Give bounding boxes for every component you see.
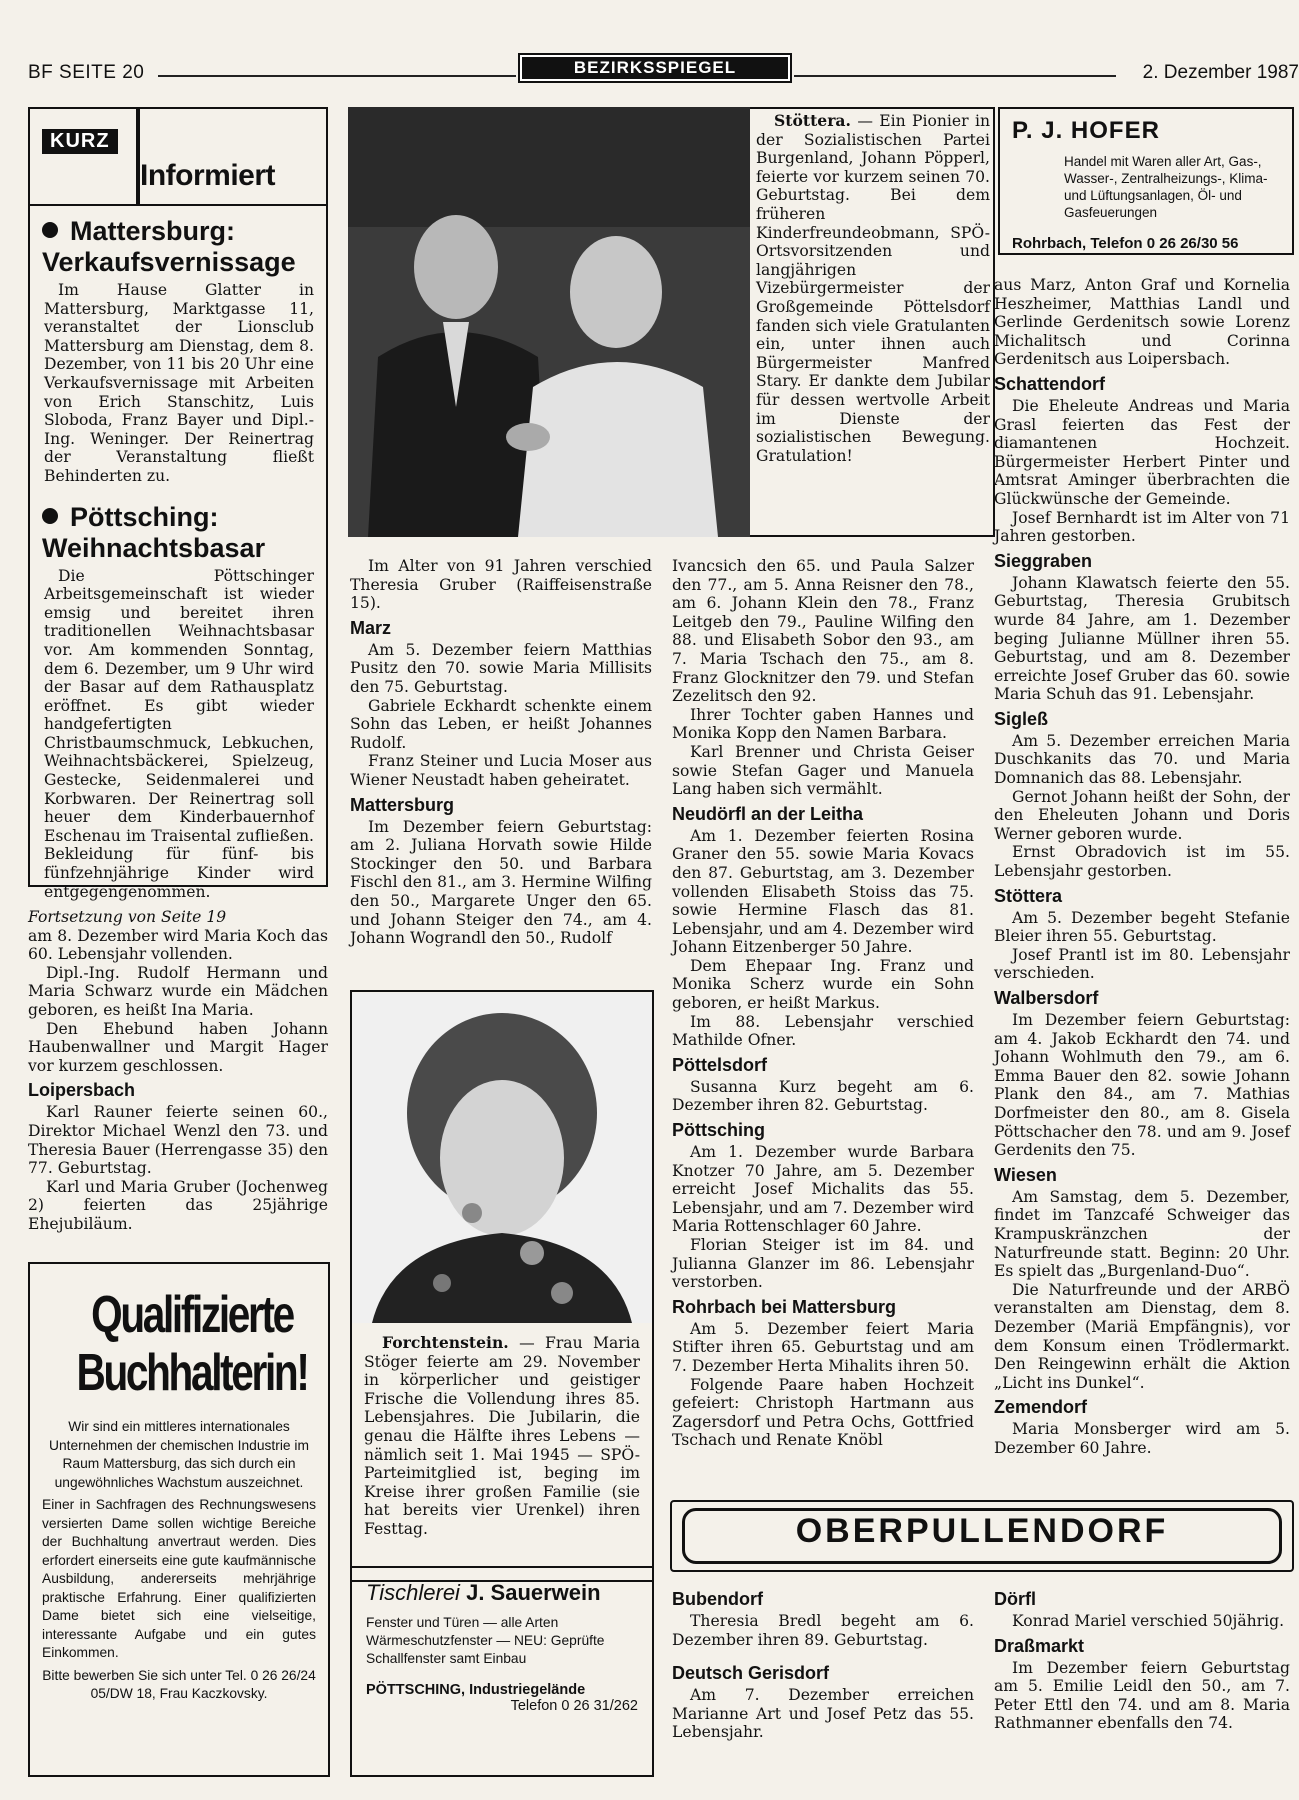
heading-schattendorf: Schattendorf (994, 373, 1106, 394)
ad-tischlerei (350, 1566, 654, 1777)
ad-tischlerei-name (366, 1580, 638, 1606)
job-ad-contact: Bitte bewerben Sie sich unter Tel. 0 26 26/24 05/DW 18, Frau Kaczkovsky. (42, 1667, 316, 1701)
kurz-heading-place: Mattersburg: (70, 216, 236, 246)
ad-tischlerei-name-italic: Tischlerei (366, 1580, 460, 1605)
paragraph: Im 88. Lebensjahr verschied Mathilde Ofner. (672, 1012, 974, 1050)
handshake-photo-icon (348, 107, 750, 537)
heading-rohrbach: Rohrbach bei Mattersburg (672, 1296, 897, 1317)
kurz-item (30, 216, 326, 486)
heading-sigless: Sigleß (994, 708, 1049, 729)
paragraph: Susanna Kurz begeht am 6. Dezember ihren 82. Geburtstag. (672, 1077, 974, 1115)
paragraph: Den Ehebund haben Johann Haubenwallner und Margit Hager vor kurzem geschlossen. (28, 1019, 328, 1075)
section-banner (518, 53, 792, 83)
paragraph: Die Eheleute Andreas und Maria Grasl feierten das Fest der diamantenen Hochzeit. Bürgermeister Herbert Pinter und Amtsrat Aminger überbrachten die Glückwünsche der Gemeinde. (994, 396, 1290, 508)
photo-caption-stoettera (756, 112, 990, 465)
heading-drassmarkt: Draßmarkt (994, 1635, 1085, 1656)
paragraph: Im Dezember feiern Geburtstag: am 2. Juliana Horvath sowie Hilde Stockinger den 50. und Barbara Fischl den 81., am 3. Hermine Wilfing den 50., Margarete Unger den 65. und Johann Steiger den 74., am 4. Johann Wograndl den 50., Rudolf (350, 817, 652, 948)
column-1-text (28, 908, 328, 1234)
paragraph: Josef Prantl ist im 80. Lebensjahr verschieden. (994, 945, 1290, 983)
caption-place: Stöttera. (774, 111, 851, 130)
photo-portrait-woman (352, 993, 652, 1323)
paragraph: Am 5. Dezember erreichen Maria Duschkanits das 70. und Maria Domnanich das 88. Lebensjahr. (994, 731, 1290, 788)
paragraph: Karl Brenner und Christa Geiser sowie Stefan Gager und Manuela Lang haben sich vermählt. (672, 742, 974, 799)
heading-doerfl: Dörfl (994, 1589, 1036, 1609)
header-rule-left (158, 75, 516, 77)
oberpullendorf-column-right (994, 1584, 1290, 1733)
paragraph: Am 1. Dezember feierten Rosina Graner den 55. sowie Maria Kovacs den 87. Geburtstag, am 3. Dezember vollenden Elisabeth Stoiss das 75. sowie Hermine Flasch das 81. Lebensjahr, und am 4. Dezember wird Johann Eitzenberger 50 Jahre. (672, 826, 974, 957)
paragraph: Ivancsich den 65. und Paula Salzer den 77., am 5. Anna Reisner den 78., am 6. Johann Klein den 78., Franz Leitgeb den 79., Pauline Wilfing den 88. und Elisabeth Sobor den 93., am 7. Maria Tschach den 75., am 8. Franz Glocknitzer den 79. und Stefan Zezelitsch den 92. (672, 557, 974, 706)
ad-hofer (998, 107, 1294, 255)
paragraph: Am 1. Dezember wurde Barbara Knotzer 70 Jahre, am 5. Dezember erreicht Josef Michalits das 55. Lebensjahr, und am 7. Dezember wird Maria Rottenschlager 60 Jahre. (672, 1143, 974, 1236)
kurz-heading-topic: Weihnachtsbasar (42, 532, 266, 563)
paragraph: Karl Rauner feierte seinen 60., Direktor Michael Wenzl den 73. und Theresia Bauer (Herrengasse 35) den 77. Geburtstag. (28, 1103, 328, 1178)
page-number: BF SEITE 20 (28, 62, 145, 83)
paragraph: Ihrer Tochter gaben Hannes und Monika Kopp den Namen Barbara. (672, 705, 974, 743)
paragraph: Dem Ehepaar Ing. Franz und Monika Scherz wurde ein Sohn geboren, er heißt Markus. (672, 956, 974, 1013)
column-2-text (350, 557, 652, 948)
heading-deutsch-gerisdorf: Deutsch Gerisdorf (672, 1663, 830, 1684)
heading-zemendorf: Zemendorf (994, 1397, 1088, 1418)
paragraph: am 8. Dezember wird Maria Koch das 60. Lebensjahr vollenden. (28, 926, 328, 964)
kurz-item-heading (42, 216, 326, 278)
section-title: BEZIRKSSPIEGEL (522, 57, 788, 79)
paragraph: Im Dezember feiern Geburtstag am 5. Emilie Leidl den 50., am 7. Peter Ettl den 74. und am 8. Maria Rathmanner ebenfalls den 74. (994, 1658, 1290, 1733)
job-ad-text: Wir sind ein mittleres internationales Unternehmen der chemischen Industrie im Raum Mattersburg, das sich durch ein ungewöhnliches Wachstum auszeichnet. (49, 1419, 309, 1490)
kurz-item-text: Die Pöttschinger Arbeitsgemeinschaft ist wieder emsig und bereitet ihren traditionellen Weihnachtsbasar vor. Am kommenden Sonntag, dem 6. Dezember, um 9 Uhr wird der Basar auf dem Rathausplatz eröffnet. Es gibt wieder handgefertigten Christbaumschmuck, Lebkuchen, Weihnachtsbäckerei, Spielzeug, Gestecke, Seidenmalerei und Korbwaren. Der Reinertrag soll heuer dem Kinderbauernhof Eschenau im Traisental zufließen. Bekleidung für fünf- bis fünfzehnjährige Kinder wird entgegengenommen. (44, 566, 314, 901)
kurz-heading-topic: Verkaufsvernissage (42, 247, 296, 277)
paragraph: Im Dezember feiern Geburtstag: am 4. Jakob Eckhardt den 74. und Johann Wohlmuth den 79., am 6. Emma Bauer den 82. sowie Johann Plank den 84., am 7. Mathias Dorfmeister den 80., am 8. Gisela Pöttschacher den 78. und am 9. Josef Gerdenits den 75. (994, 1011, 1290, 1160)
ad-hofer-phone: Rohrbach, Telefon 0 26 26/30 56 (1012, 235, 1239, 252)
paragraph: Johann Klawatsch feierte den 55. Geburtstag, Theresia Grubitsch wurde 84 Jahre, am 1. Dezember beging Julianne Müllner ihren 55. Geburtstag, und am 8. Dezember erreichte Josef Gruber das 60. sowie Maria Schuh das 91. Lebensjahr. (994, 573, 1290, 704)
bullet-icon (42, 222, 58, 238)
section-title-oberpullendorf: OBERPULLENDORF (795, 1512, 1169, 1550)
caption-place: Forchtenstein. (382, 1333, 509, 1352)
paragraph: Am 5. Dezember feiern Matthias Pusitz den 70. sowie Maria Millisits den 75. Geburtstag. (350, 640, 652, 696)
job-ad-buchhalterin (28, 1262, 330, 1777)
caption-text: — Ein Pionier in der Sozialistischen Partei Burgenland, Johann Pöpperl, feierte vor kurzem seinen 70. Geburtstag. Bei dem früheren Kinderfreundeobmann, SPÖ-Ortsvorsitzenden und langjährigen Vizebürgermeister der Großgemeinde Pöttelsdorf fanden sich viele Gratulanten ein, unter ihnen auch Bürgermeister Manfred Stary. Er dankte dem Jubilar für dessen wertvolle Arbeit im Dienste der sozialistischen Bewegung. Gratulation! (756, 112, 990, 465)
section-banner-oberpullendorf (670, 1500, 1294, 1572)
kurz-item (30, 502, 326, 902)
issue-date: 2. Dezember 1987 (1142, 62, 1299, 83)
paragraph: Gabriele Eckhardt schenkte einem Sohn das Leben, er heißt Johannes Rudolf. (350, 696, 652, 752)
job-ad-text: Einer in Sachfragen des Rechnungswesens versierten Dame sollen wichtige Bereiche der Buchhaltung anvertraut werden. Dies erfordert einerseits eine gute kaufmännische Ausbildung, andererseits mehrjährige praktische Erfahrung. Einer qualifizierten Dame bietet sich eine vielseitige, interessante Aufgabe und ein gutes Einkommen. (42, 1497, 316, 1660)
heading-walbersdorf: Walbersdorf (994, 988, 1099, 1008)
paragraph: Florian Steiger ist im 84. und Julianna Glanzer im 86. Lebensjahr verstorben. (672, 1236, 974, 1292)
ad-hofer-description: Handel mit Waren aller Art, Gas-, Wasser-, Zentralheizungs-, Klima- und Lüftungsanlagen, Öl- und Gasfeuerungen (1064, 154, 1268, 220)
kurz-title: Informiert (140, 159, 276, 192)
caption-text: — Frau Maria Stöger feierte am 29. November in körperlicher und geistiger Frische die Vollendung ihres 85. Lebensjahres. Die Jubilarin, die genau die Hälfte ihres Lebens — nämlich seit 1. Mai 1945 — SPÖ-Parteimitglied ist, beging im Kreise ihrer großen Familie (sie hat bereits vier Urenkel) ihren Festtag. (364, 1334, 640, 1538)
paragraph: Am Samstag, dem 5. Dezember, findet im Tanzcafé Schweiger das Krampuskränzchen der Naturfreunde statt. Beginn: 20 Uhr. Es spielt das „Burgenland-Duo“. (994, 1187, 1290, 1281)
paragraph: Am 5. Dezember begeht Stefanie Bleier ihren 55. Geburtstag. (994, 908, 1290, 946)
heading-mattersburg: Mattersburg (350, 794, 455, 815)
kurz-item-heading (42, 502, 326, 564)
heading-poettelsdorf: Pöttelsdorf (672, 1054, 768, 1075)
heading-bubendorf: Bubendorf (672, 1589, 763, 1609)
column-4-text (994, 276, 1290, 1457)
paragraph: Folgende Paare haben Hochzeit gefeiert: Christoph Hartmann aus Zagersdorf und Petra Ochs, Gottfried Tschach und Renate Knöbl (672, 1375, 974, 1450)
paragraph: Josef Bernhardt ist im Alter von 71 Jahren gestorben. (994, 508, 1290, 546)
heading-poettsching: Pöttsching (672, 1120, 765, 1141)
paragraph: aus Marz, Anton Graf und Kornelia Heszheimer, Matthias Landl und Gerlinde Gerdenitsch sowie Lorenz Michalitsch und Corinna Gerdenitsch aus Loipersbach. (994, 276, 1290, 369)
portrait-photo-icon (352, 993, 652, 1323)
paragraph: Karl und Maria Gruber (Jochenweg 2) feierten das 25jährige Ehejubiläum. (28, 1177, 328, 1233)
kurz-badge: KURZ (42, 129, 118, 154)
oberpullendorf-column-left (672, 1584, 974, 1742)
continued-note: Fortsetzung von Seite 19 (28, 908, 227, 926)
column-3-text (672, 557, 974, 1450)
kurz-informiert-box (28, 107, 328, 901)
paragraph: Theresia Bredl begeht am 6. Dezember ihren 89. Geburtstag. (672, 1612, 974, 1649)
heading-loipersbach: Loipersbach (28, 1080, 136, 1101)
photo-caption-forchtenstein (364, 1334, 640, 1539)
paragraph: Im Alter von 91 Jahren verschied Theresia Gruber (Raiffeisenstraße 15). (350, 557, 652, 613)
paragraph: Ernst Obradovich ist im 55. Lebensjahr gestorben. (994, 843, 1290, 881)
heading-marz: Marz (350, 617, 392, 638)
paragraph: Am 7. Dezember erreichen Marianne Art und Josef Petz das 55. Lebensjahr. (672, 1686, 974, 1742)
kurz-heading-place: Pöttsching: (70, 501, 219, 532)
paragraph: Maria Monsberger wird am 5. Dezember 60 Jahre. (994, 1420, 1290, 1457)
ad-hofer-name: P. J. HOFER (1012, 117, 1160, 144)
ad-tischlerei-location: PÖTTSCHING, Industriegelände (366, 1682, 586, 1698)
ad-tischlerei-text: Fenster und Türen — alle Arten Wärmeschutzfenster — NEU: Geprüfte Schallfenster samt Einbau (366, 1615, 605, 1666)
ad-tischlerei-phone: Telefon 0 26 31/262 (510, 1698, 638, 1714)
kurz-item-text: Im Hause Glatter in Mattersburg, Marktgasse 11, veranstaltet der Lionsclub Mattersburg am Dienstag, dem 8. Dezember, von 11 bis 20 Uhr eine Verkaufsvernissage mit Arbeiten von Erich Stanschitz, Luis Sloboda, Franz Bayer und Dipl.-Ing. Weninger. Der Reinertrag der Veranstaltung fließt Behinderten zu. (44, 281, 314, 485)
paragraph: Am 5. Dezember feiert Maria Stifter ihren 65. Geburtstag und am 7. Dezember Herta Mihalits ihren 50. (672, 1319, 974, 1375)
heading-stoettera: Stöttera (994, 885, 1063, 906)
paragraph: Die Naturfreunde und der ARBÖ veranstalten am Dienstag, dem 8. Dezember (Mariä Empfängnis), vor dem Konsum einen Trödlermarkt. Den Reingewinn erhält die Aktion „Licht ins Dunkel“. (994, 1280, 1290, 1392)
paragraph: Konrad Mariel verschied 50jährig. (1012, 1612, 1285, 1630)
paragraph: Dipl.-Ing. Rudolf Hermann und Maria Schwarz wurde ein Mädchen geboren, es heißt Ina Maria. (28, 963, 328, 1019)
heading-wiesen: Wiesen (994, 1164, 1057, 1185)
job-ad-title: Qualifizierte Buchhalterin! (76, 1286, 308, 1402)
paragraph: Franz Steiner und Lucia Moser aus Wiener Neustadt haben geheiratet. (350, 752, 652, 789)
kurz-header (30, 109, 326, 206)
bullet-icon (42, 508, 58, 524)
heading-sieggraben: Sieggraben (994, 550, 1093, 571)
ad-tischlerei-name-bold: J. Sauerwein (466, 1580, 601, 1605)
photo-handshake (348, 107, 750, 537)
paragraph: Gernot Johann heißt der Sohn, der den Eheleuten Johann und Doris Werner geboren wurde. (994, 787, 1290, 843)
heading-neudoerfl: Neudörfl an der Leitha (672, 803, 864, 824)
header-rule-right (794, 75, 1116, 77)
